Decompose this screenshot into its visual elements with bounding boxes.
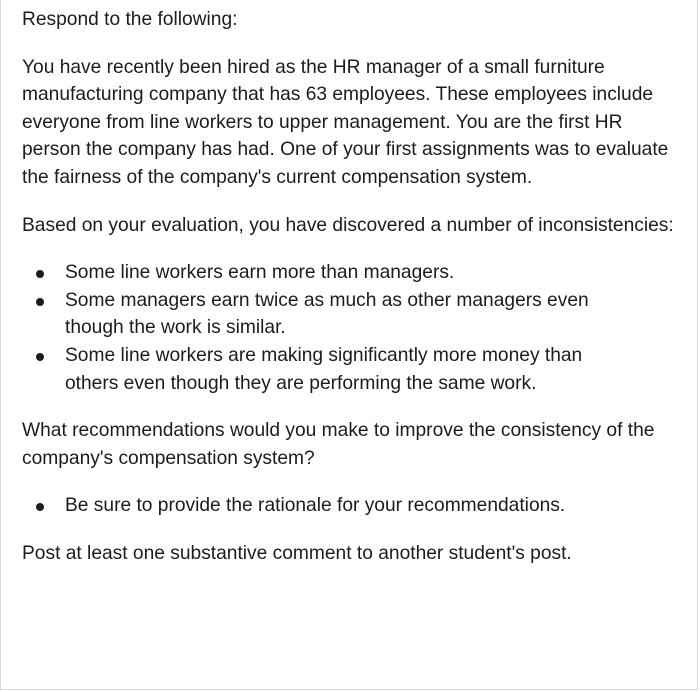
assignment-document <box>22 6 682 568</box>
list-item <box>22 287 622 342</box>
list-item-text: Some managers earn twice as much as other managers even though the work is similar. <box>65 289 589 339</box>
bullet-icon <box>36 503 44 511</box>
bullet-icon <box>36 298 44 306</box>
list-item <box>22 492 682 520</box>
list-item-text: Be sure to provide the rationale for your recommendations. <box>65 495 566 517</box>
list-item-text: Some line workers are making significantly more money than others even though they are performing the same work. <box>65 344 583 394</box>
list-item <box>22 342 622 397</box>
closing-paragraph: Post at least one substantive comment to another student's post. <box>22 542 572 564</box>
list-item-text: Some line workers earn more than managers. <box>65 262 455 284</box>
question-paragraph: What recommendations would you make to improve the consistency of the company's compensation system? <box>22 420 655 469</box>
inconsistencies-list <box>22 259 622 397</box>
bullet-icon <box>36 353 44 361</box>
intro-paragraph: You have recently been hired as the HR manager of a small furniture manufacturing company that has 63 employees. These employees include everyone from line workers to upper management. You are the first HR person the company has had. One of your first assignments was to evaluate the fairness of the company's current compensation system. <box>22 56 669 188</box>
instructions-list <box>22 492 682 520</box>
list-item <box>22 259 622 287</box>
bullet-icon <box>36 270 44 278</box>
page-heading: Respond to the following: <box>22 9 238 30</box>
evaluation-lead: Based on your evaluation, you have discovered a number of inconsistencies: <box>22 214 674 236</box>
